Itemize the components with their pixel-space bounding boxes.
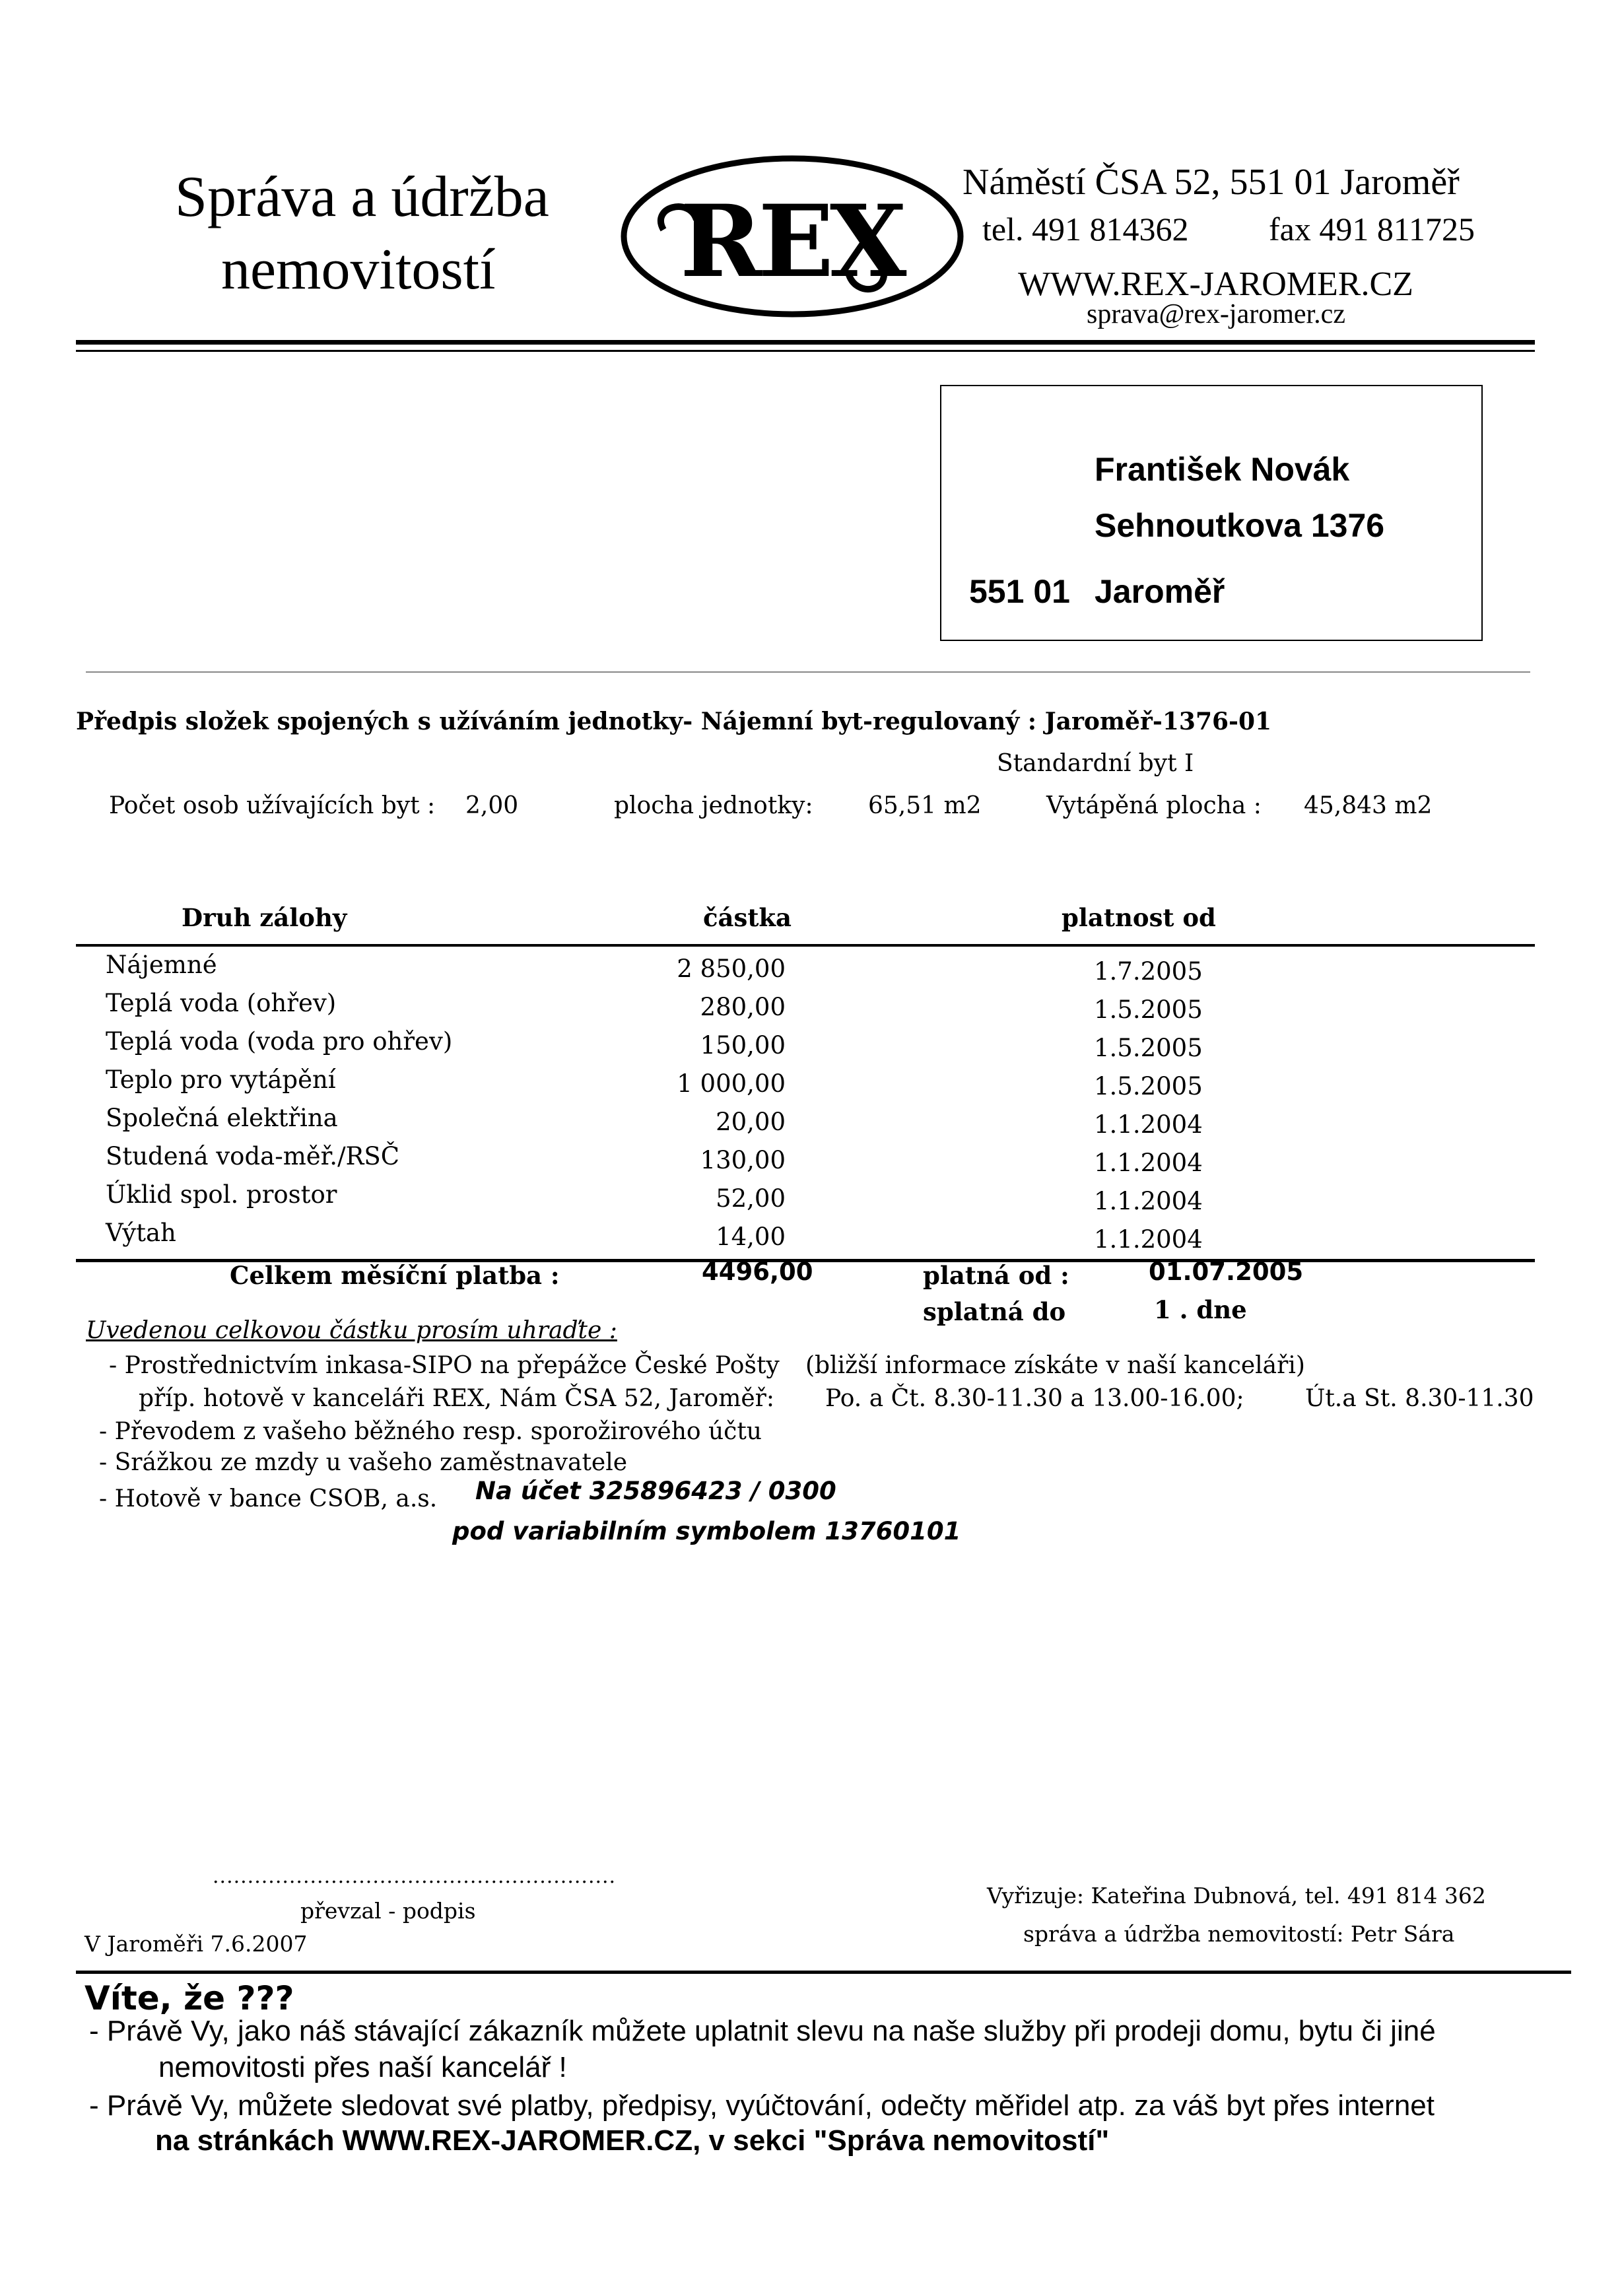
row-name: Teplá voda (voda pro ohřev) xyxy=(106,1027,453,1056)
recipient-zip: 551 01 xyxy=(969,573,1070,610)
row-valid: 1.5.2005 xyxy=(1094,996,1203,1024)
row-valid: 1.5.2005 xyxy=(1094,1034,1203,1062)
payment-intro: Uvedenou celkovou částku prosím uhraďte : xyxy=(86,1317,617,1344)
company-fax: fax 491 811725 xyxy=(1269,211,1475,248)
valid-from-label: platná od : xyxy=(923,1261,1069,1290)
persons-label: Počet osob užívajících byt : xyxy=(109,792,436,819)
payment-line3: - Převodem z vašeho běžného resp. sporožirového účtu xyxy=(99,1418,762,1445)
table-row xyxy=(106,1104,1492,1142)
table-row xyxy=(106,1180,1492,1219)
payment-line1-note: (bližší informace získáte v naší kanceláři) xyxy=(805,1352,1305,1379)
total-label: Celkem měsíční platba : xyxy=(230,1261,560,1290)
table-row xyxy=(106,1065,1492,1104)
unit-title: Předpis složek spojených s užíváním jednotky- Nájemní byt-regulovaný : Jaroměř-1376-01 xyxy=(76,708,1272,735)
table-top-rule xyxy=(76,944,1535,947)
due-value: 1 . dne xyxy=(1154,1295,1247,1324)
table-row xyxy=(106,1219,1492,1257)
company-name-line1: Správa a údržba xyxy=(175,165,549,229)
company-tel: tel. 491 814362 xyxy=(982,211,1189,248)
row-valid: 1.1.2004 xyxy=(1094,1149,1203,1177)
variable-symbol: pod variabilním symbolem 13760101 xyxy=(452,1517,961,1545)
heated-value: 45,843 m2 xyxy=(1304,792,1433,819)
row-valid: 1.1.2004 xyxy=(1094,1225,1203,1254)
company-name-line2: nemovitostí xyxy=(221,238,496,302)
footer-p1-line2: nemovitosti přes naší kancelář ! xyxy=(158,2051,567,2083)
office-hours-2: Út.a St. 8.30-11.30 xyxy=(1305,1385,1534,1412)
payment-line5: - Hotově v bance CSOB, a.s. xyxy=(99,1485,438,1512)
table-row xyxy=(106,951,1492,989)
row-amount: 150,00 xyxy=(700,1031,786,1060)
payment-line1: - Prostřednictvím inkasa-SIPO na přepážce České Pošty xyxy=(109,1352,780,1379)
valid-from-value: 01.07.2005 xyxy=(1149,1258,1304,1286)
table-row xyxy=(106,989,1492,1027)
row-name: Teplá voda (ohřev) xyxy=(106,989,337,1017)
table-header-amount: částka xyxy=(703,903,792,932)
footer-p1-line1: - Právě Vy, jako náš stávající zákazník můžete uplatnit slevu na naše služby při prodeji domu, bytu či jiné xyxy=(89,2015,1436,2047)
footer-rule xyxy=(76,1971,1571,1974)
row-valid: 1.1.2004 xyxy=(1094,1187,1203,1215)
total-value: 4496,00 xyxy=(702,1258,813,1286)
row-name: Výtah xyxy=(106,1219,176,1247)
row-valid: 1.5.2005 xyxy=(1094,1072,1203,1100)
manager: správa a údržba nemovitostí: Petr Sára xyxy=(1023,1921,1455,1947)
row-amount: 2 850,00 xyxy=(677,955,786,983)
row-name: Společná elektřina xyxy=(106,1104,338,1132)
row-name: Úklid spol. prostor xyxy=(106,1180,337,1209)
row-amount: 52,00 xyxy=(716,1184,786,1213)
row-amount: 130,00 xyxy=(700,1146,786,1174)
row-amount: 280,00 xyxy=(700,993,786,1021)
row-name: Teplo pro vytápění xyxy=(106,1065,336,1094)
divider xyxy=(86,671,1530,673)
row-amount: 20,00 xyxy=(716,1108,786,1136)
row-amount: 1 000,00 xyxy=(677,1069,786,1098)
payment-line4: - Srážkou ze mzdy u vašeho zaměstnavatele xyxy=(99,1449,628,1476)
footer-title: Víte, že ??? xyxy=(84,1979,294,2017)
header-rule-thick xyxy=(76,340,1535,345)
recipient-name: František Novák xyxy=(1095,451,1350,488)
row-valid: 1.7.2005 xyxy=(1094,957,1203,986)
table-header-valid: platnost od xyxy=(1062,903,1216,932)
recipient-street: Sehnoutkova 1376 xyxy=(1095,507,1385,544)
unit-category: Standardní byt I xyxy=(997,750,1194,777)
signature-dots: .......................................................... xyxy=(213,1865,617,1888)
recipient-city: Jaroměř xyxy=(1095,573,1225,610)
footer-p2-line1: - Právě Vy, můžete sledovat své platby, předpisy, vyúčtování, odečty měřidel atp. za váš byt přes internet xyxy=(89,2089,1435,2122)
due-label: splatná do xyxy=(923,1297,1066,1326)
row-name: Studená voda-měř./RSČ xyxy=(106,1142,400,1170)
table-row xyxy=(106,1142,1492,1180)
handled-by: Vyřizuje: Kateřina Dubnová, tel. 491 814 362 xyxy=(987,1883,1486,1908)
row-valid: 1.1.2004 xyxy=(1094,1110,1203,1139)
company-address: Náměstí ČSA 52, 551 01 Jaroměř xyxy=(963,162,1460,203)
company-email: sprava@rex-jaromer.cz xyxy=(1087,299,1345,329)
office-hours-1: Po. a Čt. 8.30-11.30 a 13.00-16.00; xyxy=(825,1385,1244,1412)
company-web: WWW.REX-JAROMER.CZ xyxy=(1018,265,1413,303)
row-amount: 14,00 xyxy=(716,1223,786,1251)
bank-account: Na účet 325896423 / 0300 xyxy=(475,1477,836,1505)
footer-p2-line2: na stránkách WWW.REX-JAROMER.CZ, v sekci "Správa nemovitostí" xyxy=(155,2124,1110,2157)
persons-value: 2,00 xyxy=(465,792,519,819)
heated-label: Vytápěná plocha : xyxy=(1046,792,1262,819)
row-name: Nájemné xyxy=(106,951,217,979)
area-label: plocha jednotky: xyxy=(614,792,813,819)
payment-line2: příp. hotově v kanceláři REX, Nám ČSA 52, Jaroměř: xyxy=(139,1385,774,1412)
logo-text: REX xyxy=(680,184,903,300)
area-value: 65,51 m2 xyxy=(868,792,982,819)
header-rule-thin xyxy=(76,350,1535,352)
table-row xyxy=(106,1027,1492,1065)
table-header-type: Druh zálohy xyxy=(182,903,347,932)
place-date: V Jaroměři 7.6.2007 xyxy=(84,1931,308,1957)
signature-label: převzal - podpis xyxy=(300,1898,476,1924)
